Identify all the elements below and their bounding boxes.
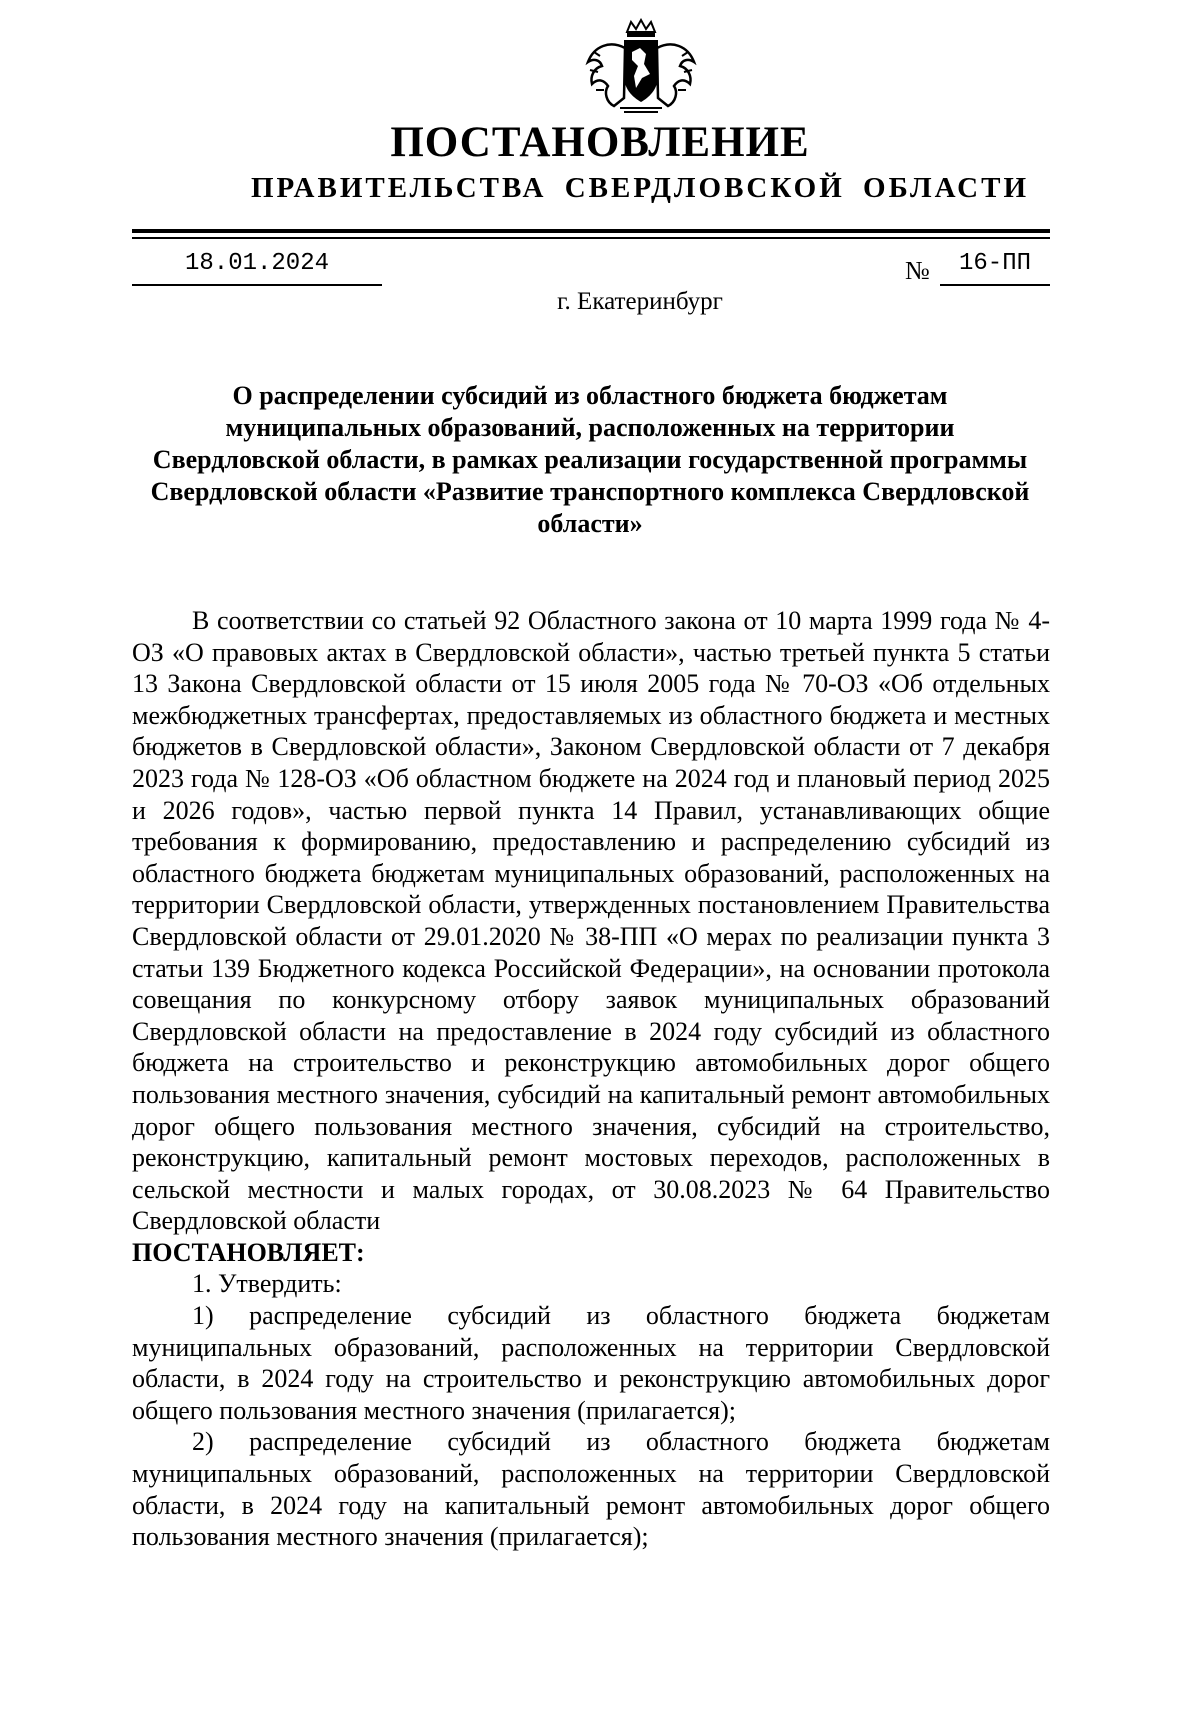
document-heading: О распределении субсидий из областного бюджета бюджетам муниципальных образований, расположенных на территории Свердловской области, в рамках реализации государственной программы Свердловской области «Развитие транспортного комплекса Свердловской области» <box>150 381 1030 538</box>
document-date: 18.01.2024 <box>132 248 382 286</box>
preamble-paragraph: В соответствии со статьей 92 Областного закона от 10 марта 1999 года № 4-ОЗ «О правовых актах в Свердловской области», частью третьей пункта 5 статьи 13 Закона Свердловской области от 15 июля 2005 года № 70-ОЗ «Об отдельных межбюджетных трансфертах, предоставляемых из областного бюджета и местных бюджетов в Свердловской области», Законом Свердловской области от 7 декабря 2023 года № 128-ОЗ «Об областном бюджете на 2024 год и плановый период 2025 и 2026 годов», частью первой пункта 14 Правил, устанавливающих общие требования к формированию, предоставлению и распределению субсидий из областного бюджета бюджетам муниципальных образований, расположенных на территории Свердловской области, утвержденных постановлением Правительства Свердловской области от 29.01.2020 № 38-ПП «О мерах по реализации пункта 3 статьи 139 Бюджетного кодекса Российской Федерации», на основании протокола совещания по конкурсному отбору заявок муниципальных образований Свердловской области на предоставление в 2024 году субсидий из областного бюджета на строительство и реконструкцию автомобильных дорог общего пользования местного значения, субсидий на капитальный ремонт автомобильных дорог общего пользования местного значения, субсидий на строительство, реконструкцию, капитальный ремонт мостовых переходов, расположенных в сельской местности и малых городах, от 30.08.2023 № 64 Правительство Свердловской области <box>132 606 1050 1236</box>
issue-city: г. Екатеринбург <box>557 288 723 315</box>
document-number: 16-ПП <box>940 248 1050 286</box>
coat-of-arms-icon <box>580 18 702 114</box>
item-1: 1. Утвердить: <box>192 1269 342 1299</box>
number-sign: № <box>905 256 930 285</box>
header-divider-thin <box>132 237 1050 239</box>
header-divider-thick <box>132 229 1050 233</box>
issuer-name: ПРАВИТЕЛЬСТВА СВЕРДЛОВСКОЙ ОБЛАСТИ <box>250 172 1030 204</box>
document-body <box>132 605 1050 1553</box>
resolves-heading: ПОСТАНОВЛЯЕТ: <box>132 1237 365 1267</box>
document-title: ПОСТАНОВЛЕНИЕ <box>390 119 810 166</box>
item-1-1: 1) распределение субсидий из областного бюджета бюджетам муниципальных образований, расположенных на территории Свердловской области, в 2024 году на строительство и реконструкцию автомобильных дорог общего пользования местного значения (прилагается); <box>132 1301 1050 1425</box>
item-1-2: 2) распределение субсидий из областного бюджета бюджетам муниципальных образований, расположенных на территории Свердловской области, в 2024 году на капитальный ремонт автомобильных дорог общего пользования местного значения (прилагается); <box>132 1427 1050 1552</box>
